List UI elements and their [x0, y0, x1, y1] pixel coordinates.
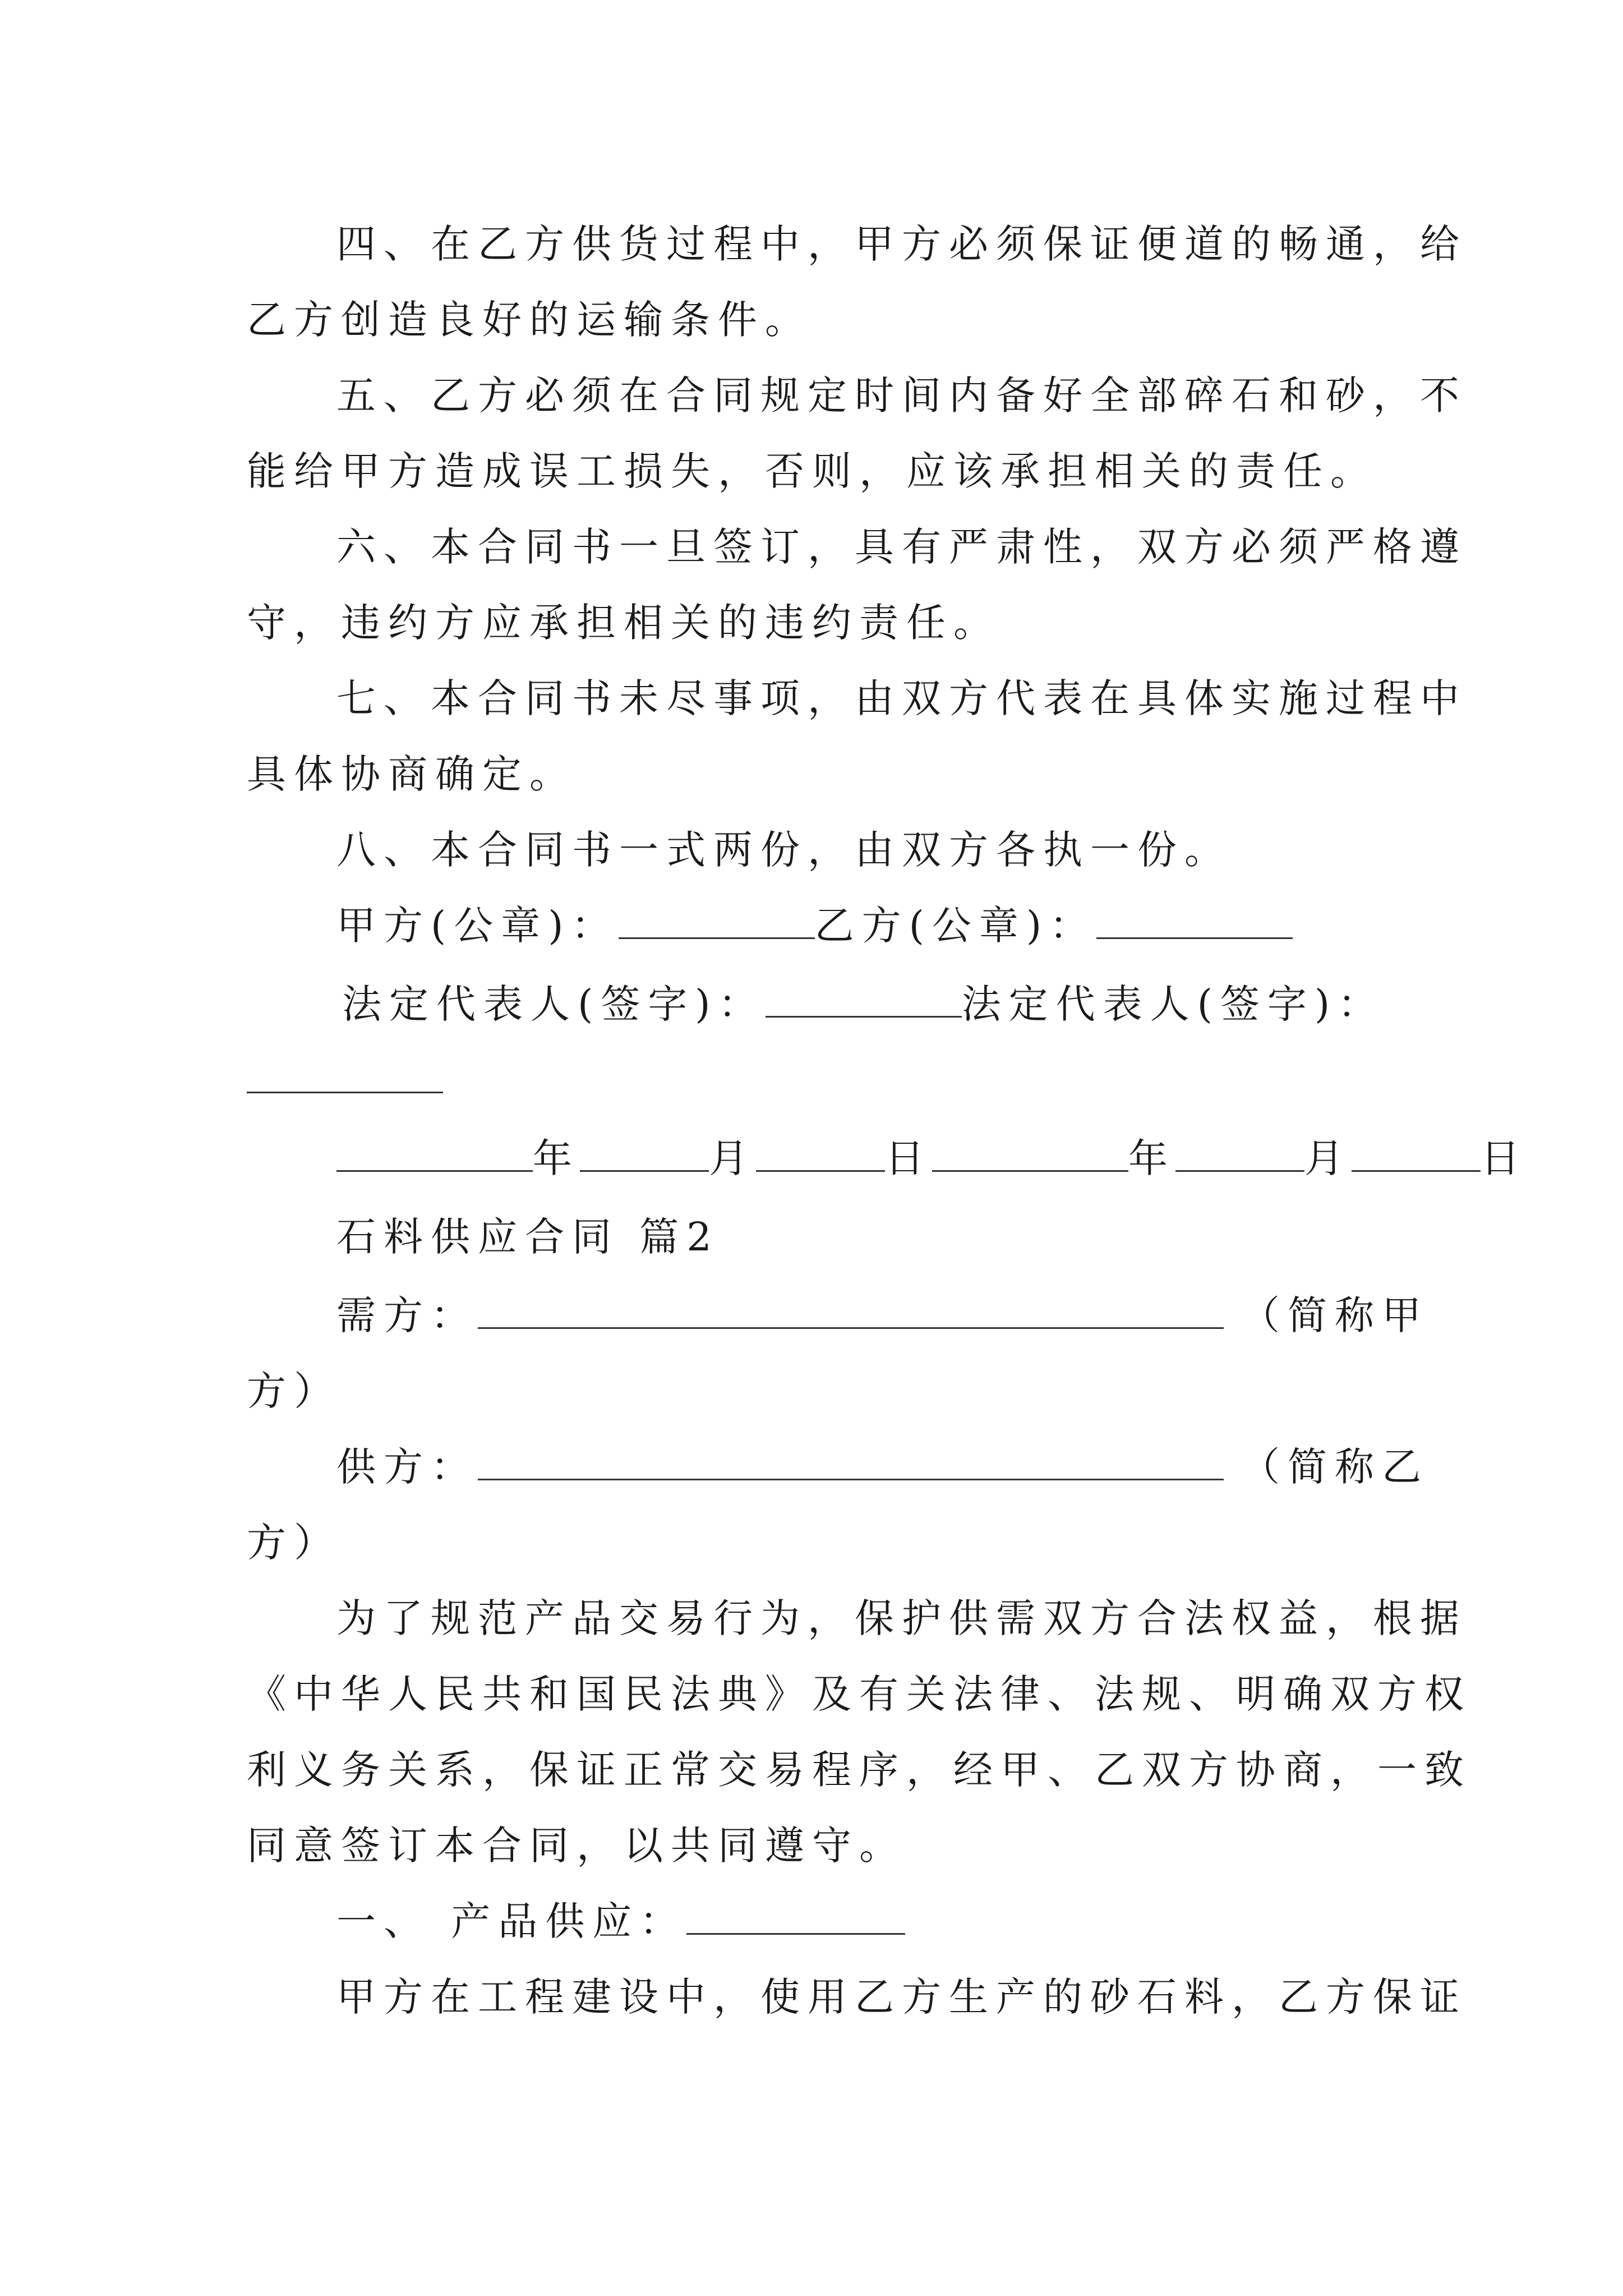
clause-6-line-1: 六、本合同书一旦签订，具有严肃性，双方必须严格遵: [336, 524, 1467, 570]
clause-6-line-2: 守，违约方应承担相关的违约责任。: [247, 600, 1000, 646]
month-b-blank[interactable]: [1175, 1135, 1304, 1172]
day-b-blank[interactable]: [1352, 1135, 1481, 1172]
item-1-blank[interactable]: [686, 1898, 905, 1935]
item-1-text: 甲方在工程建设中，使用乙方生产的砂石料，乙方保证: [336, 1974, 1467, 2020]
date-line: [336, 1133, 1528, 1184]
rep-b-line: [247, 1055, 1385, 1105]
supplier-suffix: （简称乙: [1241, 1444, 1429, 1490]
buyer-label: 需方：: [336, 1292, 478, 1338]
party-b-seal-blank[interactable]: [1096, 903, 1293, 939]
day-a-blank[interactable]: [756, 1135, 885, 1172]
supplier-line: [336, 1442, 1429, 1492]
buyer-line: [336, 1290, 1429, 1341]
party-b-seal-label: 乙方(公章)：: [814, 903, 1097, 949]
year-b-blank[interactable]: [932, 1135, 1128, 1172]
year-b-label: 年: [1128, 1135, 1175, 1181]
buyer-suffix: （简称甲: [1241, 1292, 1429, 1338]
intro-line-1: 为了规范产品交易行为，保护供需双方合法权益，根据: [336, 1595, 1467, 1641]
year-a-label: 年: [533, 1135, 580, 1181]
intro-line-2: 《中华人民共和国民法典》及有关法律、法规、明确双方权: [247, 1671, 1472, 1717]
representative-line: [342, 979, 1391, 1029]
rep-b-label: 法定代表人(签字)：: [961, 981, 1385, 1027]
supplier-end: 方）: [247, 1520, 341, 1566]
year-a-blank[interactable]: [336, 1135, 533, 1172]
item-1-label: 一、 产品供应：: [336, 1898, 687, 1944]
clause-7-line-2: 具体协商确定。: [247, 751, 577, 797]
supplier-blank[interactable]: [478, 1444, 1224, 1480]
intro-line-3: 利义务关系，保证正常交易程序，经甲、乙双方协商，一致: [247, 1747, 1472, 1793]
month-a-label: 月: [709, 1135, 756, 1181]
buyer-blank[interactable]: [478, 1292, 1224, 1329]
rep-a-blank[interactable]: [766, 981, 962, 1018]
clause-7-line-1: 七、本合同书未尽事项，由双方代表在具体实施过程中: [336, 675, 1467, 721]
day-b-label: 日: [1481, 1135, 1528, 1181]
rep-a-label: 法定代表人(签字)：: [342, 981, 766, 1027]
party-a-seal-blank[interactable]: [619, 903, 815, 939]
rep-b-blank[interactable]: [247, 1057, 443, 1093]
item-1-line: [336, 1896, 1385, 1947]
section-2-title: 石料供应合同 篇2: [336, 1214, 720, 1260]
clause-5-line-1: 五、乙方必须在合同规定时间内备好全部碎石和砂，不: [336, 372, 1467, 418]
buyer-end: 方）: [247, 1368, 341, 1414]
party-a-seal-label: 甲方(公章)：: [336, 903, 619, 949]
clause-8: 八、本合同书一式两份，由双方各执一份。: [336, 827, 1232, 873]
clause-5-line-2: 能给甲方造成误工损失，否则，应该承担相关的责任。: [247, 448, 1377, 494]
supplier-label: 供方：: [336, 1444, 478, 1490]
month-a-blank[interactable]: [580, 1135, 709, 1172]
intro-line-4: 同意签订本合同，以共同遵守。: [247, 1823, 906, 1869]
month-b-label: 月: [1304, 1135, 1352, 1181]
seal-line: [336, 900, 1385, 951]
day-a-label: 日: [885, 1135, 932, 1181]
clause-4-line-2: 乙方创造良好的运输条件。: [247, 297, 812, 343]
clause-4-line-1: 四、在乙方供货过程中，甲方必须保证便道的畅通，给: [336, 221, 1467, 267]
